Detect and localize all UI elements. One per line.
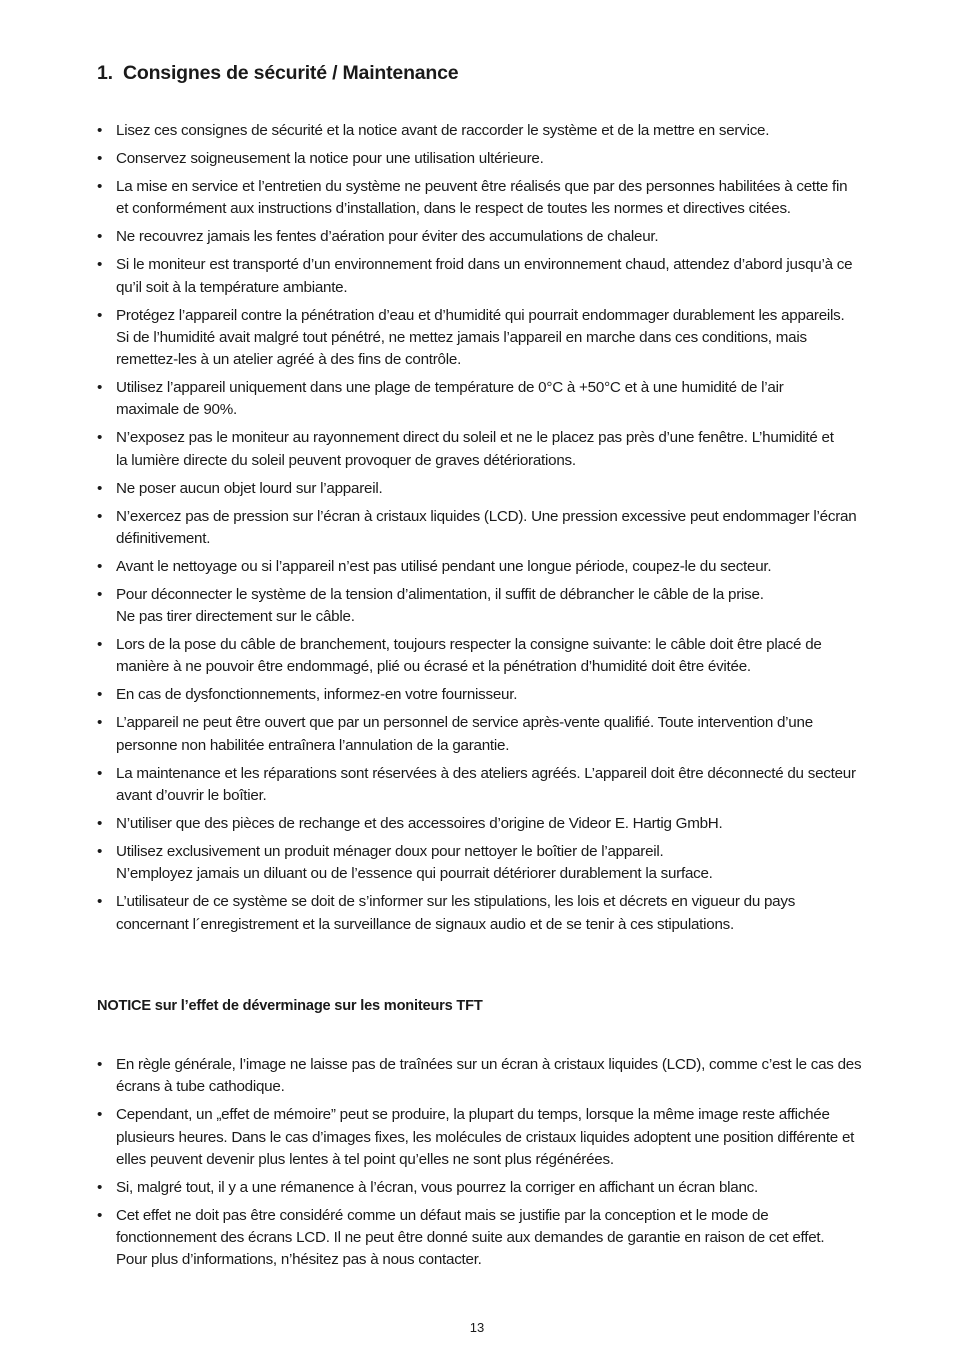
- safety-list-item: [97, 556, 887, 578]
- list-item-line: • N’utiliser que des pièces de rechange et des accessoires d’origine de Videor E. Hartig GmbH.: [116, 815, 723, 833]
- list-item-line: concernant l´enregistrement et la surveillance de signaux audio et de se tenir à ces stipulations.: [116, 915, 734, 933]
- notice-list-item: [97, 1104, 887, 1171]
- list-item-line: • Utilisez l’appareil uniquement dans une plage de température de 0°C à +50°C et à une humidité de l’air: [116, 379, 784, 397]
- safety-list-item: [97, 763, 887, 808]
- list-item-line: • Si, malgré tout, il y a une rémanence à l’écran, vous pourrez la corriger en affichant un écran blanc.: [116, 1178, 758, 1196]
- section-heading: [97, 62, 458, 85]
- safety-list-item: [97, 506, 887, 551]
- safety-list-item: [97, 891, 887, 936]
- list-item-line: avant d’ouvrir le boîtier.: [116, 787, 267, 805]
- list-item-line: • Pour déconnecter le système de la tension d’alimentation, il suffit de débrancher le câble de la prise.: [116, 585, 764, 603]
- list-item-line: • Conservez soigneusement la notice pour une utilisation ultérieure.: [116, 149, 544, 167]
- list-item-line: • Utilisez exclusivement un produit ménager doux pour nettoyer le boîtier de l’appareil.: [116, 843, 664, 860]
- list-item-line: • Cet effet ne doit pas être considéré comme un défaut mais se justifie par la conception et le mode de: [116, 1206, 769, 1224]
- notice-list: [97, 1054, 887, 1277]
- notice-list-item: [97, 1177, 887, 1199]
- list-item-line: • L’appareil ne peut être ouvert que par un personnel de service après-vente qualifié. Toute intervention d’une: [116, 714, 813, 732]
- safety-list-item: [97, 226, 887, 248]
- safety-list-item: [97, 478, 887, 500]
- safety-list-item: [97, 841, 887, 886]
- safety-instructions-list: [97, 120, 887, 942]
- safety-list-item: [97, 176, 887, 221]
- list-item-line: fonctionnement des écrans LCD. Il ne peut être donné suite aux demandes de garantie en raison de cet effet.: [116, 1229, 825, 1247]
- list-item-line: personne non habilitée entraînera l’annulation de la garantie.: [116, 736, 510, 754]
- safety-list-item: [97, 813, 887, 835]
- list-item-line: • Lors de la pose du câble de branchement, toujours respecter la consigne suivante: le câble doit être placé de: [116, 636, 822, 654]
- notice-list-item: [97, 1054, 887, 1099]
- list-item-line: Ne pas tirer directement sur le câble.: [116, 608, 355, 626]
- list-item-line: Si de l’humidité avait malgré tout pénétré, ne mettez jamais l’appareil en marche dans ces conditions, mais: [116, 328, 807, 346]
- safety-list-item: [97, 427, 887, 472]
- list-item-line: • Si le moniteur est transporté d’un environnement froid dans un environnement chaud, attendez d’abord jusqu’à ce: [116, 256, 853, 274]
- section-title: Consignes de sécurité / Maintenance: [123, 62, 459, 84]
- list-item-line: • Ne recouvrez jamais les fentes d’aération pour éviter des accumulations de chaleur.: [116, 228, 659, 246]
- list-item-line: • N’exercez pas de pression sur l’écran à cristaux liquides (LCD). Une pression excessive peut endommager l’écran: [116, 507, 857, 525]
- page-number: 13: [469, 1320, 485, 1335]
- list-item-line: • La mise en service et l’entretien du système ne peuvent être réalisés que par des personnes habilitées à cette fin: [116, 177, 848, 195]
- safety-list-item: [97, 712, 887, 757]
- safety-list-item: [97, 584, 887, 629]
- notice-heading: NOTICE sur l’effet de déverminage sur les moniteurs TFT: [97, 998, 483, 1014]
- list-item-line: N’employez jamais un diluant ou de l’essence qui pourrait détériorer durablement la surface.: [116, 865, 713, 883]
- list-item-line: • Lisez ces consignes de sécurité et la notice avant de raccorder le système et de la mettre en service.: [116, 122, 770, 139]
- list-item-line: qu’il soit à la température ambiante.: [116, 278, 348, 296]
- list-item-line: • Cependant, un „effet de mémoire” peut se produire, la plupart du temps, lorsque la même image reste affichée: [116, 1106, 830, 1124]
- list-item-line: écrans à tube cathodique.: [116, 1078, 285, 1096]
- list-item-line: • En cas de dysfonctionnements, informez-en votre fournisseur.: [116, 686, 518, 704]
- list-item-line: elles peuvent devenir plus lentes à tel point qu’elles ne sont plus régénérées.: [116, 1150, 614, 1168]
- list-item-line: • Protégez l’appareil contre la pénétration d’eau et d’humidité qui pourrait endommager durablement les appareils.: [116, 306, 845, 324]
- safety-list-item: [97, 684, 887, 706]
- safety-list-item: [97, 634, 887, 679]
- section-number: 1.: [97, 62, 113, 84]
- list-item-line: et conformément aux instructions d’installation, dans le respect de toutes les normes et directives citées.: [116, 200, 791, 218]
- list-item-line: remettez-les à un atelier agréé à des fins de contrôle.: [116, 351, 462, 369]
- list-item-line: la lumière directe du soleil peuvent provoquer de graves détériorations.: [116, 451, 576, 469]
- safety-list-item: [97, 148, 887, 170]
- list-item-line: • L’utilisateur de ce système se doit de s’informer sur les stipulations, les lois et décrets en vigueur du pays: [116, 893, 796, 911]
- list-item-line: plusieurs heures. Dans le cas d’images fixes, les molécules de cristaux liquides adoptent une position différente et: [116, 1128, 855, 1146]
- list-item-line: définitivement.: [116, 529, 211, 547]
- safety-list-item: [97, 254, 887, 299]
- list-item-line: • N’exposez pas le moniteur au rayonnement direct du soleil et ne le placez pas près d’une fenêtre. L’humidité et: [116, 429, 834, 447]
- safety-list-item: [97, 377, 887, 422]
- notice-list-item: [97, 1205, 887, 1272]
- list-item-line: • Avant le nettoyage ou si l’appareil n’est pas utilisé pendant une longue période, coupez-le du secteur.: [116, 557, 772, 575]
- list-item-line: • Ne poser aucun objet lourd sur l’appareil.: [116, 479, 383, 497]
- list-item-line: Pour plus d’informations, n’hésitez pas à nous contacter.: [116, 1251, 482, 1269]
- list-item-line: • La maintenance et les réparations sont réservées à des ateliers agréés. L’appareil doit être déconnecté du secteur: [116, 764, 856, 782]
- list-item-line: maximale de 90%.: [116, 401, 237, 419]
- list-item-line: manière à ne pouvoir être endommagé, plié ou écrasé et la pénétration d’humidité doit être évitée.: [116, 658, 751, 676]
- list-item-line: • En règle générale, l’image ne laisse pas de traînées sur un écran à cristaux liquides (LCD), comme c’est le cas des: [116, 1056, 862, 1073]
- safety-list-item: [97, 120, 887, 142]
- safety-list-item: [97, 305, 887, 372]
